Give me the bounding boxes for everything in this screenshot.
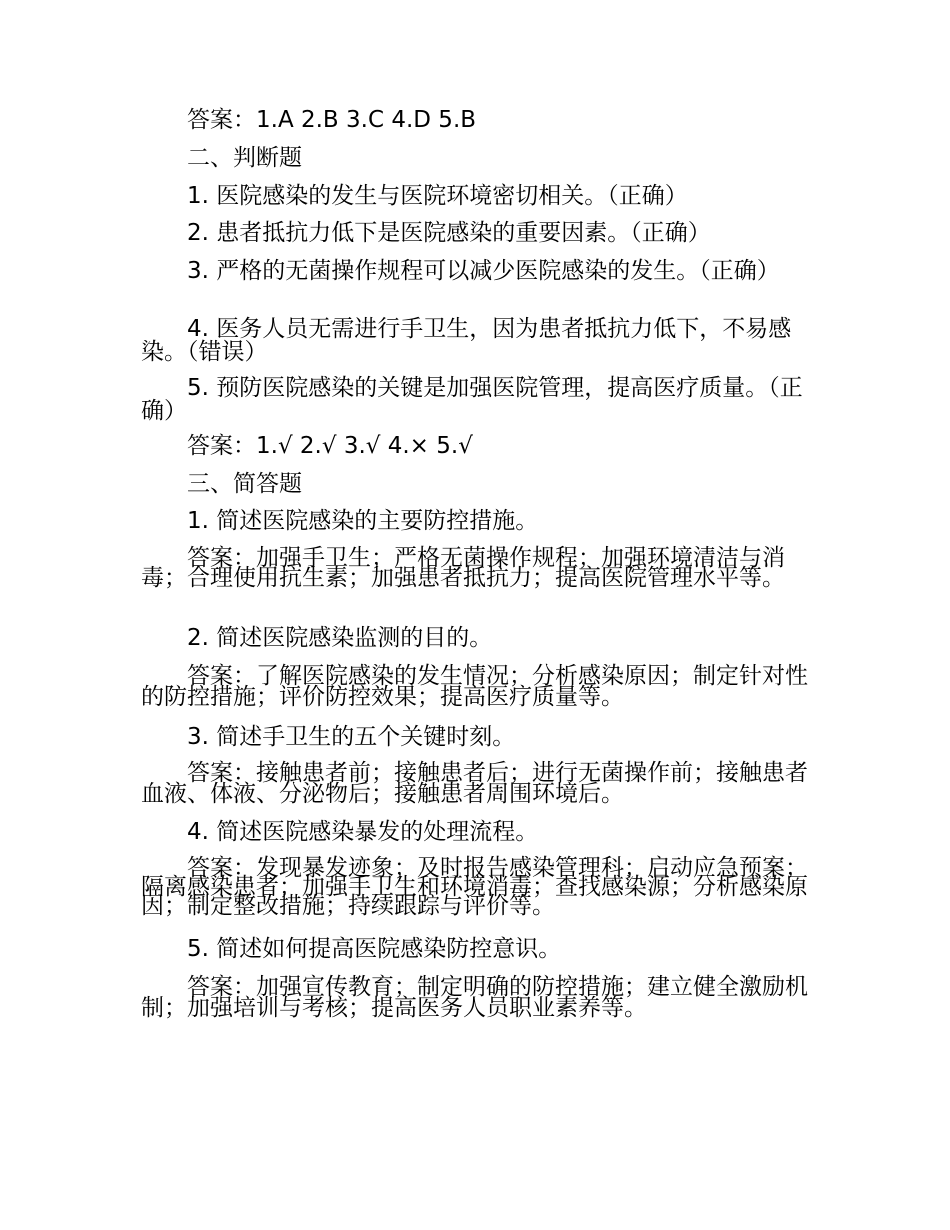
tf-question-4: 4. 医务人员无需进行手卫生，因为患者抵抗力低下，不易感染。（错误） [141, 316, 792, 365]
section-heading-true-false: 二、判断题 [187, 145, 302, 171]
sa-answer-1: 答案：加强手卫生；严格无菌操作规程；加强环境清洁与消毒；合理使用抗生素；加强患者抵抗力；提高医院管理水平等。 [141, 545, 785, 591]
sa-question-2: 2. 简述医院感染监测的目的。 [187, 625, 493, 651]
sa-question-3: 3. 简述手卫生的五个关键时刻。 [187, 724, 516, 750]
sa-question-1: 1. 简述医院感染的主要防控措施。 [187, 508, 539, 534]
sa-answer-2: 答案：了解医院感染的发生情况；分析感染原因；制定针对性的防控措施；评价防控效果；提高医疗质量等。 [141, 663, 808, 710]
sa-question-4: 4. 简述医院感染暴发的处理流程。 [187, 819, 539, 845]
tf-question-1: 1. 医院感染的发生与医院环境密切相关。（正确） [187, 183, 688, 209]
tf-answer-line: 答案：1.√ 2.√ 3.√ 4.× 5.√ [187, 433, 473, 459]
tf-question-2: 2. 患者抵抗力低下是医院感染的重要因素。（正确） [187, 220, 711, 246]
sa-answer-4: 答案：发现暴发迹象；及时报告感染管理科；启动应急预案；隔离感染患者；加强手卫生和环境消毒；查找感染源；分析感染原因；制定整改措施；持续跟踪与评价等。 [141, 855, 808, 919]
tf-question-5: 5. 预防医院感染的关键是加强医院管理，提高医疗质量。（正确） [141, 375, 803, 424]
sa-answer-5: 答案：加强宣传教育；制定明确的防控措施；建立健全激励机制；加强培训与考核；提高医务人员职业素养等。 [141, 974, 808, 1021]
sa-answer-3: 答案：接触患者前；接触患者后；进行无菌操作前；接触患者血液、体液、分泌物后；接触患者周围环境后。 [141, 760, 808, 807]
tf-question-3: 3. 严格的无菌操作规程可以减少医院感染的发生。（正确） [187, 258, 780, 284]
section-heading-short-answer: 三、简答题 [187, 471, 302, 497]
sa-question-5: 5. 简述如何提高医院感染防控意识。 [187, 936, 562, 962]
mc-answer-line: 答案：1.A 2.B 3.C 4.D 5.B [187, 107, 477, 133]
